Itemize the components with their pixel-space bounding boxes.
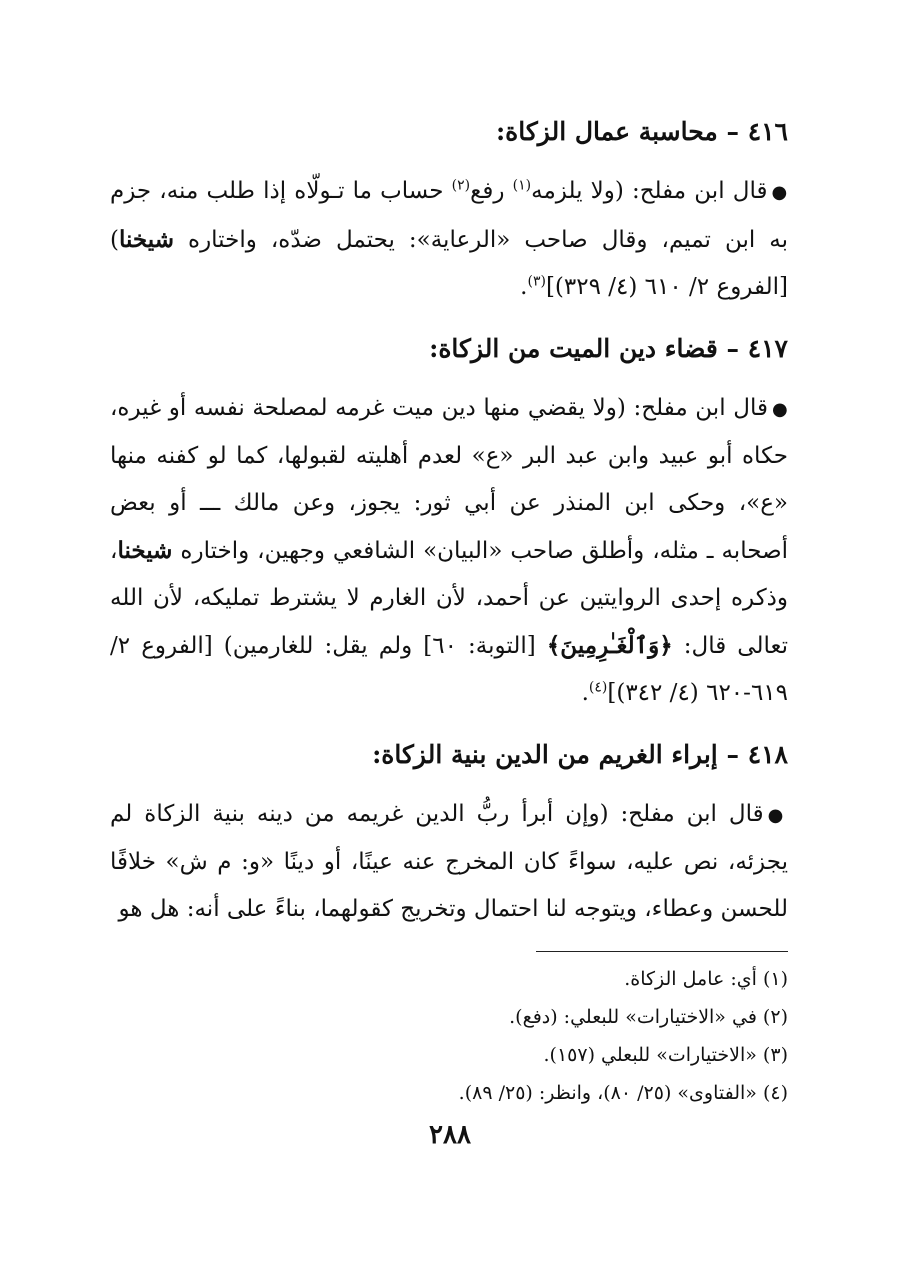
page-number: ٢٨٨ [429,1120,471,1150]
footnote: (٤) «الفتاوى» (٢٥/ ٨٠)، وانظر: (٢٥/ ٨٩). [458,1082,788,1104]
footnote-ref: (١) [512,177,532,194]
footnote: (٢) في «الاختيارات» للبعلي: (دفع). [509,1006,788,1028]
text-run: رفع [470,178,513,204]
footnotes [110,960,788,1112]
bold-name: شيخنا [118,226,174,253]
text-run: [التوبة: ٦٠] ولم يقل: للغارمين) [الفروع ٢/ ٦١٩-٦٢٠ (٤/ ٣٤٢)] [110,633,788,706]
section-number: ٤١٦ – [726,117,788,146]
footnote-ref: (٤) [588,679,608,696]
text-run: . [520,274,528,300]
bullet-icon: ● [771,399,788,420]
footnote: (١) أي: عامل الزكاة. [624,968,788,990]
bullet-icon: ● [771,182,788,203]
footnote-ref: (٢) [451,177,471,194]
section-paragraph-417 [110,385,788,717]
footnote: (٣) «الاختيارات» للبعلي (١٥٧). [543,1044,788,1066]
quran-quote: ﴿وَٱلْغَـٰرِمِينَ﴾ [546,632,673,659]
section-paragraph-416 [110,168,788,311]
section-title: محاسبة عمال الزكاة: [495,117,718,146]
section-title: إبراء الغريم من الدين بنية الزكاة: [372,740,718,769]
text-run: قال ابن مفلح: (ولا يقضي منها دين ميت غرمه لمصلحة نفسه أو غيره، حكاه أبو عبيد وابن عبد البر «ع» لعدم أهليته لقبولها، كما لو كفنه منها «ع»، وحكى ابن المنذر عن أبي ثور: يجوز، وعن مالك ـــ أو بعض أصحابه ـ مثله، وأطلق صاحب «البيان» الشافعي وجهين، واختاره [110,395,788,564]
main-text [110,112,788,951]
section-heading-416 [110,112,788,152]
text-run: قال ابن مفلح: (ولا يلزمه [531,178,768,204]
section-number: ٤١٧ – [726,334,788,363]
footnote-divider [536,951,788,952]
section-heading-418 [110,735,788,775]
bold-name: شيخنا [117,537,173,564]
text-run: ) [الفروع ٢/ ٦١٠ (٤/ ٣٢٩)] [110,227,788,300]
text-run: . [581,680,589,706]
section-paragraph-418 [110,791,788,933]
footnote-ref: (٣) [527,273,546,290]
text-run: قال ابن مفلح: (وإن أبرأ ربُّ الدين غريمه من دينه بنية الزكاة لم يجزئه، نص عليه، سواءً كان المخرج عنه عينًا، أو دينًا «و: م ش» خلافًا للحسن وعطاء، ويتوجه لنا احتمال وتخريج كقولهما، بناءً على أنه: هل هو [110,801,788,922]
text-run: ، وذكره إحدى الروايتين عن أحمد، لأن الغارم لا يشترط تمليكه، لأن الله تعالى قال: [110,538,788,659]
section-title: قضاء دين الميت من الزكاة: [429,334,718,363]
section-heading-417 [110,329,788,369]
bullet-icon: ● [767,805,788,826]
text-run: حساب ما تـولّاه إذا طلب منه، جزم به ابن تميم، وقال صاحب «الرعاية»: يحتمل ضدّه، واختاره [110,178,788,253]
section-number: ٤١٨ – [726,740,788,769]
